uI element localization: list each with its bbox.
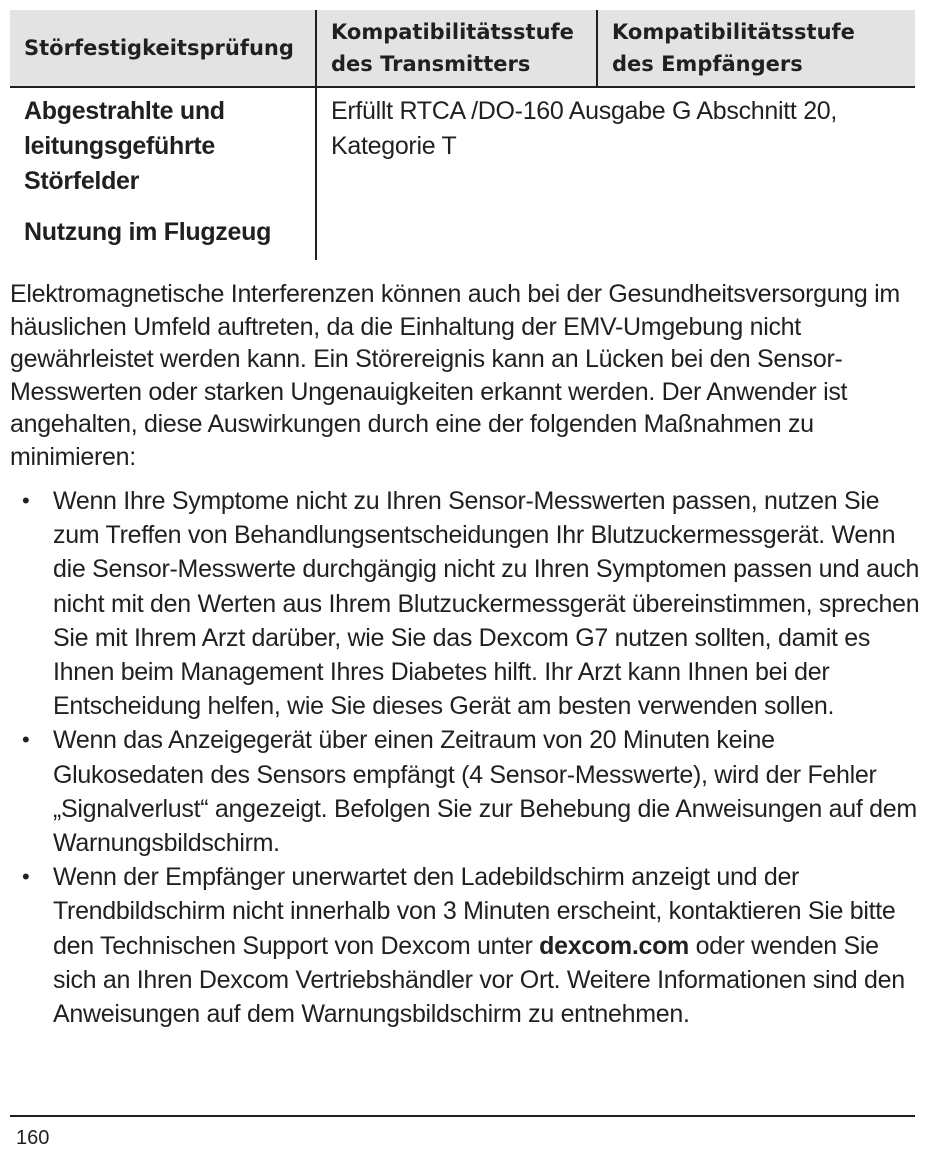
header-transmitter-compliance: Kompatibilitätsstufe des Transmitters (316, 10, 597, 87)
list-item-text-before-link: Wenn der Empfänger unerwartet den Ladebildschirm anzeigt und der Trendbildschirm nicht innerhalb von 3 Minuten erscheint, kontaktieren Sie bitte den Technischen Support von Dexcom unter (53, 863, 896, 960)
compliance-text-line2: Kategorie T (331, 132, 457, 160)
list-item (10, 723, 920, 860)
bullet-icon: • (22, 864, 30, 890)
intro-paragraph: Elektromagnetische Interferenzen können auch bei der Gesundheitsversorgung im häuslichen Umfeld auftreten, da die Einhaltung der EMV-Umgebung nicht gewährleistet werden kann. Ein Störereignis kann an Lücken bei den Sensor-Messwerten oder starken Ungenauigkeiten erkannt werden. Der Anwender ist angehalten, diese Auswirkungen durch eine der folgenden Maßnahmen zu minimieren: (10, 280, 900, 471)
dexcom-website-link[interactable]: dexcom.com (539, 931, 689, 960)
list-item (10, 484, 920, 723)
list-item-text: Wenn das Anzeigegerät über einen Zeitraum von 20 Minuten keine Glukosedaten des Sensors empfängt (4 Sensor-Messwerte), wird der Fehler „Signalverlust“ angezeigt. Befolgen Sie zur Behebung die Anweisungen auf dem Warnungsbildschirm. (53, 726, 917, 858)
list-item-text: Wenn Ihre Symptome nicht zu Ihren Sensor-Messwerten passen, nutzen Sie zum Treffen von Behandlungsentscheidungen Ihr Blutzuckermessgerät. Wenn die Sensor-Messwerte durchgängig nicht zu Ihren Symptomen passen und auch nicht mit den Werten aus Ihrem Blutzuckermessgerät übereinstimmen, sprechen Sie mit Ihrem Arzt darüber, wie Sie das Dexcom G7 nutzen sollten, damit es Ihnen beim Management Ihres Diabetes hilft. Ihr Arzt kann Ihnen bei der Entscheidung helfen, wie Sie dieses Gerät am besten verwenden sollen. (53, 487, 920, 721)
cell-compliance (316, 87, 915, 260)
page-number: 160 (16, 1127, 50, 1149)
header-immunity-test: Störfestigkeitsprüfung (10, 10, 316, 87)
bullet-icon: • (22, 488, 30, 513)
emv-immunity-table-container (10, 10, 915, 260)
emv-immunity-table (10, 10, 915, 260)
test-name-label: Abgestrahlte und leitungsgeführte Störfelder (24, 97, 225, 195)
table-row (10, 87, 915, 260)
list-item-text-after-link: oder wenden Sie sich an Ihren Dexcom Vertriebshändler vor Ort. Weitere Informationen sind den Anweisungen auf dem Warnungsbildschirm zu entnehmen. (53, 931, 905, 1029)
mitigation-list (10, 484, 920, 1031)
table-header-row (10, 10, 915, 87)
header-receiver-compliance: Kompatibilitätsstufe des Empfängers (597, 10, 915, 87)
bullet-icon: • (22, 727, 30, 753)
footer-divider (10, 1115, 915, 1117)
list-item (10, 860, 920, 1031)
cell-test-name (10, 87, 316, 260)
compliance-text-line1: Erfüllt RTCA /DO-160 Ausgabe G Abschnitt 20, (331, 97, 838, 125)
test-usage-label: Nutzung im Flugzeug (24, 218, 272, 246)
